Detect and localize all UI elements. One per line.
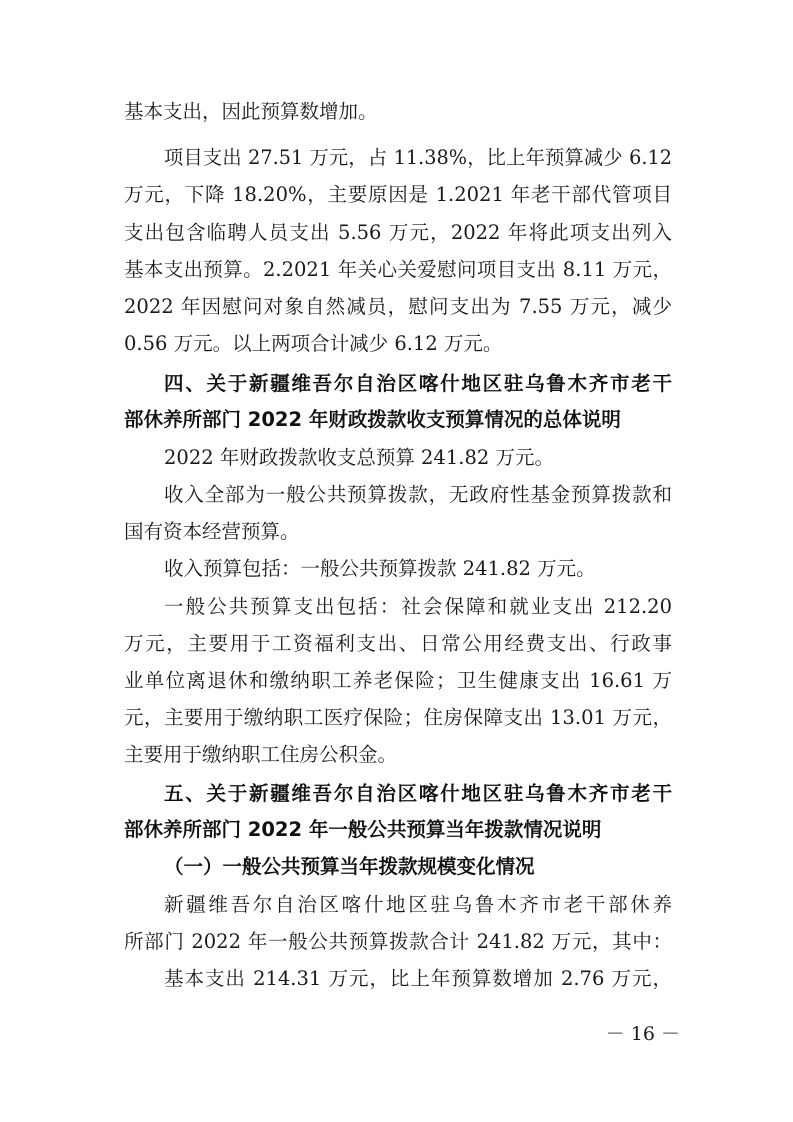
section-heading: 四、关于新疆维吾尔自治区喀什地区驻乌鲁木齐市老干 — [164, 372, 672, 395]
paragraph-line: 一般公共预算支出包括：社会保障和就业支出 212.20 — [164, 595, 672, 618]
paragraph-line: 支出包含临聘人员支出 5.56 万元，2022 年将此项支出列入 — [124, 221, 672, 244]
paragraph-line: 基本支出预算。2.2021 年关心关爱慰问项目支出 8.11 万元， — [124, 258, 672, 281]
paragraph-line: 国有资本经营预算。 — [124, 520, 300, 543]
paragraph-line: 项目支出 27.51 万元，占 11.38%，比上年预算减少 6.12 — [164, 146, 672, 169]
paragraph-line: 收入全部为一般公共预算拨款，无政府性基金预算拨款和 — [164, 483, 672, 506]
paragraph-line: 新疆维吾尔自治区喀什地区驻乌鲁木齐市老干部休养 — [164, 893, 672, 916]
paragraph-line: 基本支出 214.31 万元，比上年预算数增加 2.76 万元， — [164, 967, 672, 990]
paragraph-line: 主要用于缴纳职工住房公积金。 — [124, 743, 398, 766]
paragraph-line: 收入预算包括：一般公共预算拨款 241.82 万元。 — [164, 557, 596, 580]
subsection-heading: （一）一般公共预算当年拨款规模变化情况 — [164, 855, 535, 878]
paragraph-line: 元，主要用于缴纳职工医疗保险；住房保障支出 13.01 万元， — [124, 706, 672, 729]
section-heading: 部休养所部门 2022 年一般公共预算当年拨款情况说明 — [124, 818, 602, 841]
page-number: － 16 － — [605, 1023, 680, 1045]
paragraph-line: 所部门 2022 年一般公共预算拨款合计 241.82 万元，其中： — [124, 930, 672, 953]
paragraph-line: 基本支出，因此预算数增加。 — [124, 100, 378, 123]
section-heading: 部休养所部门 2022 年财政拨款收支预算情况的总体说明 — [124, 408, 621, 431]
paragraph-line: 万元，主要用于工资福利支出、日常公用经费支出、行政事 — [124, 632, 672, 655]
paragraph-line: 2022 年财政拨款收支总预算 241.82 万元。 — [164, 446, 554, 469]
paragraph-line: 万元，下降 18.20%，主要原因是 1.2021 年老干部代管项目 — [124, 183, 672, 206]
paragraph-line: 0.56 万元。以上两项合计减少 6.12 万元。 — [124, 332, 503, 355]
paragraph-line: 业单位离退休和缴纳职工养老保险；卫生健康支出 16.61 万 — [124, 669, 672, 692]
section-heading: 五、关于新疆维吾尔自治区喀什地区驻乌鲁木齐市老干 — [164, 782, 672, 805]
paragraph-line: 2022 年因慰问对象自然减员，慰问支出为 7.55 万元，减少 — [124, 295, 672, 318]
